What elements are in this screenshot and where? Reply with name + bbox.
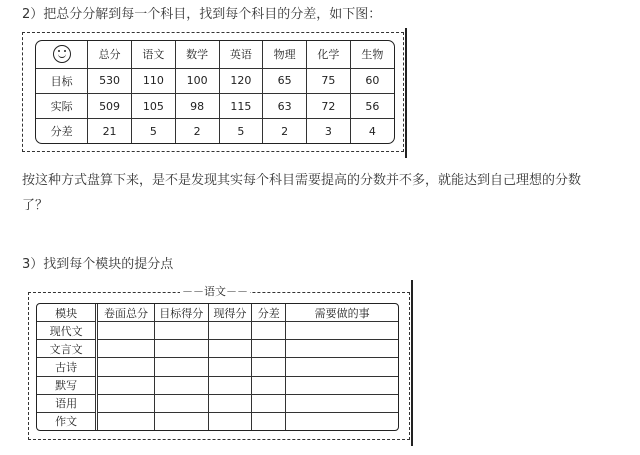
table2-cell bbox=[252, 376, 286, 394]
table2-row bbox=[37, 322, 398, 340]
table2-cell bbox=[286, 358, 398, 376]
table2-cell bbox=[286, 394, 398, 412]
table2-row bbox=[37, 376, 398, 394]
table2-cell bbox=[208, 394, 252, 412]
table2-cell bbox=[208, 376, 252, 394]
table2-cell bbox=[208, 412, 252, 430]
table2-row bbox=[37, 340, 398, 358]
table1-cell: 530 bbox=[88, 68, 132, 93]
table2-cell bbox=[286, 322, 398, 340]
table2-row-label: 文言文 bbox=[37, 340, 97, 358]
table1-cell: 110 bbox=[131, 68, 175, 93]
table2-cell bbox=[286, 412, 398, 430]
table1-cell: 2 bbox=[263, 119, 307, 143]
table2-cell bbox=[208, 340, 252, 358]
table1-header: 化学 bbox=[307, 41, 351, 68]
table1-frame-bar bbox=[405, 28, 407, 158]
table1-cell: 63 bbox=[263, 93, 307, 118]
table1-header: 总分 bbox=[88, 41, 132, 68]
table2-cell bbox=[97, 340, 155, 358]
table1-header: 英语 bbox=[219, 41, 263, 68]
table1-cell: 98 bbox=[175, 93, 219, 118]
table2-row bbox=[37, 358, 398, 376]
paragraph-line-1: 按这种方式盘算下来，是不是发现其实每个科目需要提高的分数并不多，就能达到自己理想的分数 bbox=[22, 173, 582, 188]
table2-cell bbox=[252, 358, 286, 376]
table1-row-label: 分差 bbox=[36, 119, 88, 143]
step3-heading: 3）找到每个模块的提分点 bbox=[22, 257, 174, 272]
table2-cell bbox=[208, 322, 252, 340]
table1-cell: 4 bbox=[350, 119, 394, 143]
table1-corner-cell bbox=[36, 41, 88, 68]
score-comparison-table bbox=[35, 40, 395, 144]
table1-cell: 75 bbox=[307, 68, 351, 93]
table1-cell: 3 bbox=[307, 119, 351, 143]
smiley-face-icon bbox=[53, 45, 71, 63]
table2-cell bbox=[154, 358, 208, 376]
table2-cell bbox=[286, 376, 398, 394]
table2-cell bbox=[252, 340, 286, 358]
table2-row-label: 现代文 bbox=[37, 322, 97, 340]
table2-header: 模块 bbox=[37, 304, 97, 322]
table2-row-label: 作文 bbox=[37, 412, 97, 430]
table1-cell: 115 bbox=[219, 93, 263, 118]
table2-cell bbox=[154, 376, 208, 394]
table1-cell: 56 bbox=[350, 93, 394, 118]
table2-cell bbox=[97, 322, 155, 340]
table1-cell: 2 bbox=[175, 119, 219, 143]
table2-header: 目标得分 bbox=[154, 304, 208, 322]
table2-frame-bar bbox=[411, 280, 413, 446]
table2-header: 卷面总分 bbox=[97, 304, 155, 322]
table2-cell bbox=[97, 412, 155, 430]
table2-cell bbox=[252, 412, 286, 430]
table1-cell: 21 bbox=[88, 119, 132, 143]
table1-cell: 65 bbox=[263, 68, 307, 93]
table2-cell bbox=[154, 394, 208, 412]
step2-heading: 2）把总分分解到每一个科目，找到每个科目的分差，如下图： bbox=[22, 7, 382, 22]
table2-cell bbox=[97, 394, 155, 412]
table2-cell bbox=[97, 376, 155, 394]
table2-cell bbox=[154, 322, 208, 340]
table2-row-label: 语用 bbox=[37, 394, 97, 412]
table1-row-label: 目标 bbox=[36, 68, 88, 93]
table2-cell bbox=[97, 358, 155, 376]
table2-header-row bbox=[37, 304, 398, 322]
table1-row bbox=[36, 68, 394, 93]
table1-row bbox=[36, 93, 394, 118]
table1-header: 生物 bbox=[350, 41, 394, 68]
table1-cell: 509 bbox=[88, 93, 132, 118]
table1-row-label: 实际 bbox=[36, 93, 88, 118]
table2-title: －－语文－－ bbox=[182, 285, 248, 298]
table2-cell bbox=[252, 394, 286, 412]
table2-cell bbox=[252, 322, 286, 340]
table1-header-row bbox=[36, 41, 394, 68]
table1-cell: 105 bbox=[131, 93, 175, 118]
table1-cell: 60 bbox=[350, 68, 394, 93]
table2-row bbox=[37, 394, 398, 412]
table1-header: 数学 bbox=[175, 41, 219, 68]
table2-cell bbox=[154, 340, 208, 358]
table2-header: 需要做的事 bbox=[286, 304, 398, 322]
table2-row-label: 默写 bbox=[37, 376, 97, 394]
table2-cell bbox=[208, 358, 252, 376]
table1-row bbox=[36, 119, 394, 143]
table1-cell: 72 bbox=[307, 93, 351, 118]
table1-header: 语文 bbox=[131, 41, 175, 68]
table2-cell bbox=[154, 412, 208, 430]
table1-header: 物理 bbox=[263, 41, 307, 68]
table1-cell: 5 bbox=[219, 119, 263, 143]
table2-cell bbox=[286, 340, 398, 358]
table1-cell: 100 bbox=[175, 68, 219, 93]
table2-header: 分差 bbox=[252, 304, 286, 322]
table1-cell: 120 bbox=[219, 68, 263, 93]
table1-cell: 5 bbox=[131, 119, 175, 143]
module-plan-table bbox=[36, 303, 399, 431]
table2-row-label: 古诗 bbox=[37, 358, 97, 376]
table2-header: 现得分 bbox=[208, 304, 252, 322]
table2-row bbox=[37, 412, 398, 430]
paragraph-line-2: 了？ bbox=[22, 198, 49, 213]
